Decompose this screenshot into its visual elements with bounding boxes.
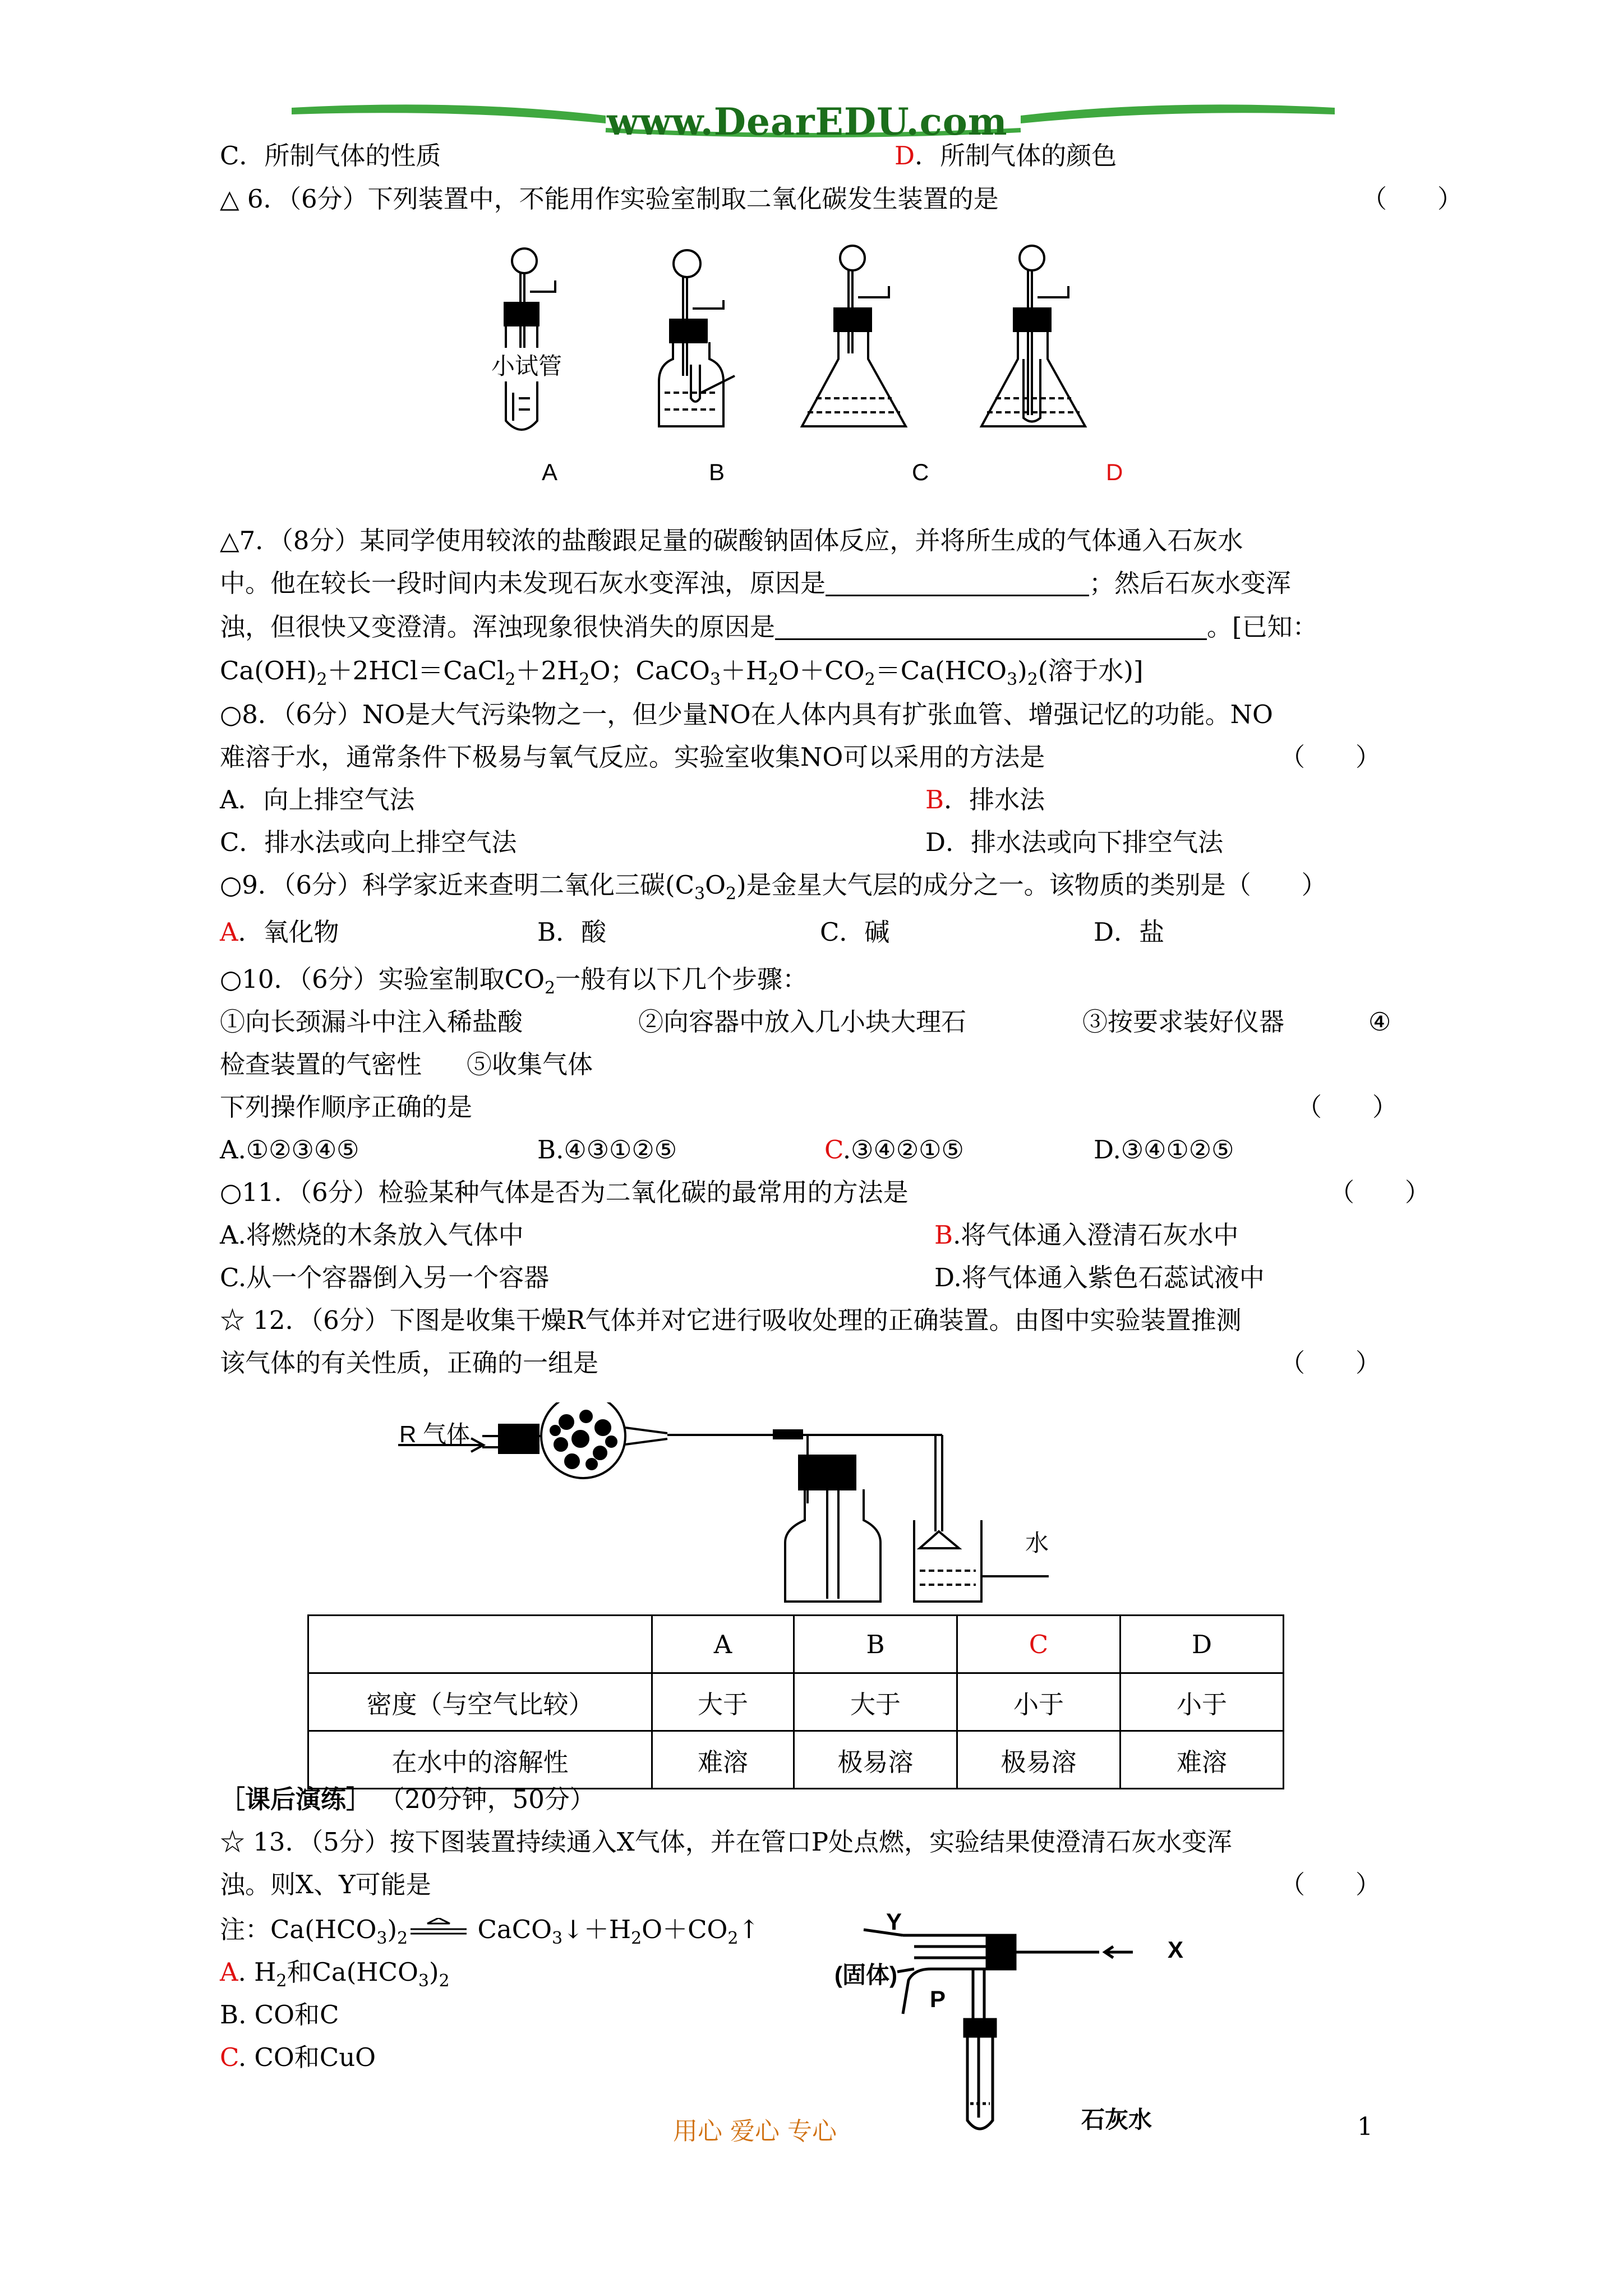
q10-step5: ⑤收集气体 bbox=[467, 1050, 593, 1079]
q6-answer-bracket: （ ） bbox=[1362, 184, 1463, 214]
q13-note: 注：$Ca(HCO_3)_2$ $CaCO_3↓+H_2O+CO_2↑$ bbox=[220, 1915, 760, 1948]
q10-stem: ○10．（6分）实验室制取$CO_2$一般有以下几个步骤： bbox=[220, 964, 808, 998]
q6-stem: △ 6．（6分）下列装置中，不能用作实验室制取二氧化碳发生装置的是 bbox=[220, 184, 999, 214]
q13-fig-y: Y bbox=[886, 1908, 902, 1935]
q7-line1: △7．（8分）某同学使用较浓的盐酸跟足量的碳酸钠固体反应，并将所生成的气体通入石灰水 bbox=[220, 526, 1243, 555]
q8-line2: 难溶于水，通常条件下极易与氧气反应。实验室收集NO可以采用的方法是 bbox=[220, 742, 1045, 772]
q7-blank-1[interactable] bbox=[826, 570, 1089, 596]
table-cell: 极易溶 bbox=[957, 1731, 1121, 1789]
q10-ask: 下列操作顺序正确的是 bbox=[220, 1092, 473, 1122]
q10-option-c: C.③④②①⑤ bbox=[824, 1135, 964, 1165]
q12-line2: 该气体的有关性质，正确的一组是 bbox=[220, 1348, 599, 1378]
section-heading: ［课后演练］ （20分钟，50分） bbox=[220, 1784, 595, 1814]
q8-option-d: D．排水法或向下排空气法 bbox=[925, 827, 1224, 857]
q10-step4: 检查装置的气密性 bbox=[220, 1050, 422, 1079]
heat-arrow-icon bbox=[408, 1915, 469, 1949]
table-cell bbox=[308, 1616, 652, 1673]
q13-fig-x: X bbox=[1168, 1936, 1184, 1963]
q12-line1: ☆ 12．（6分）下图是收集干燥R气体并对它进行吸收处理的正确装置。由图中实验装置推测 bbox=[220, 1305, 1242, 1335]
q13-answer-bracket: （ ） bbox=[1280, 1870, 1381, 1899]
q11-option-b: B.将气体通入澄清石灰水中 bbox=[934, 1220, 1239, 1250]
q8-line1: ○8．（6分）NO是大气污染物之一，但少量NO在人体内具有扩张血管、增强记忆的功能。NO bbox=[220, 700, 1273, 729]
q13-option-a: A. $H_2$和$Ca(HCO_3)_2$ bbox=[220, 1957, 450, 1991]
table-row bbox=[308, 1673, 1284, 1731]
q10-answer-bracket: （ ） bbox=[1297, 1092, 1398, 1122]
table-cell: 大于 bbox=[794, 1673, 957, 1731]
q6-label-d: D bbox=[1106, 459, 1123, 485]
q10-step2: ②向容器中放入几小块大理石 bbox=[638, 1007, 967, 1037]
q13-fig-limewater: 石灰水 bbox=[1081, 2106, 1152, 2133]
q6-label-c: C bbox=[912, 459, 929, 485]
table-row bbox=[308, 1731, 1284, 1789]
q13-line2: 浊。则X、Y可能是 bbox=[220, 1870, 431, 1899]
table-cell: C bbox=[957, 1616, 1121, 1673]
q12-water-label: 水 bbox=[1025, 1530, 1049, 1556]
q6-tube-label: 小试管 bbox=[491, 348, 562, 381]
table-cell: 难溶 bbox=[1121, 1731, 1284, 1789]
q12-apparatus-figure bbox=[393, 1402, 1077, 1610]
q13-fig-p: P bbox=[930, 1986, 946, 2012]
q5-option-d: D．所制气体的颜色 bbox=[895, 141, 1117, 171]
table-cell: 小于 bbox=[957, 1673, 1121, 1731]
q7-blank-2[interactable] bbox=[775, 614, 1207, 640]
table-cell: 大于 bbox=[652, 1673, 794, 1731]
q13-line1: ☆ 13．（5分）按下图装置持续通入X气体，并在管口P处点燃，实验结果使澄清石灰水变浑 bbox=[220, 1827, 1233, 1857]
table-cell: 极易溶 bbox=[794, 1731, 957, 1789]
footer-motto: 用心 爱心 专心 bbox=[673, 2117, 837, 2146]
q12-gas-label: R 气体 bbox=[399, 1421, 471, 1447]
q13-option-c: C. CO和CuO bbox=[220, 2042, 376, 2072]
q10-step4-mark: ④ bbox=[1368, 1007, 1391, 1037]
q8-option-a: A．向上排空气法 bbox=[220, 785, 415, 815]
q7-equations: $Ca(OH)_2+2HCl=CaCl_2+2H_2O$；$CaCO_3+H_2O+CO_2=Ca(HCO_3)_2$(溶于水)] bbox=[220, 656, 1144, 689]
q12-answer-bracket: （ ） bbox=[1280, 1348, 1381, 1378]
q7-line3: 浊，但很快又变澄清。浑浊现象很快消失的原因是 。[已知： bbox=[220, 612, 1318, 642]
q13-option-b: B. CO和C bbox=[220, 2000, 339, 2030]
table-header-row bbox=[308, 1616, 1284, 1673]
q10-option-a: A.①②③④⑤ bbox=[220, 1135, 359, 1165]
q10-option-b: B.④③①②⑤ bbox=[537, 1135, 677, 1165]
table-cell: 难溶 bbox=[652, 1731, 794, 1789]
q6-apparatus-figure bbox=[471, 230, 1144, 443]
q9-option-c: C．碱 bbox=[820, 917, 890, 947]
site-logo[interactable]: www.DearEDU.com bbox=[607, 100, 1008, 144]
table-cell: 小于 bbox=[1121, 1673, 1284, 1731]
table-cell: 密度（与空气比较） bbox=[308, 1673, 652, 1731]
table-cell: D bbox=[1121, 1616, 1284, 1673]
q10-option-d: D.③④①②⑤ bbox=[1094, 1135, 1234, 1165]
q11-answer-bracket: （ ） bbox=[1329, 1177, 1431, 1207]
q13-fig-solid: (固体) bbox=[834, 1962, 897, 1988]
table-cell: A bbox=[652, 1616, 794, 1673]
q8-answer-bracket: （ ） bbox=[1280, 742, 1381, 772]
q9-option-b: B．酸 bbox=[537, 917, 607, 947]
q9-option-a: A．氧化物 bbox=[220, 917, 339, 947]
q9-stem: ○9．（6分）科学家近来查明二氧化三碳$(C_3O_2)$是金星大气层的成分之一。该物质的类别是（ ） bbox=[220, 870, 1327, 904]
table-cell: B bbox=[794, 1616, 957, 1673]
q8-option-c: C．排水法或向上排空气法 bbox=[220, 827, 517, 857]
q6-label-a: A bbox=[542, 459, 558, 485]
q7-line2: 中。他在较长一段时间内未发现石灰水变浑浊，原因是 ；然后石灰水变浑 bbox=[220, 568, 1292, 598]
q8-option-b: B．排水法 bbox=[925, 785, 1045, 815]
q6-label-b: B bbox=[709, 459, 725, 485]
page-number: 1 bbox=[1357, 2113, 1373, 2141]
q12-answer-table bbox=[307, 1614, 1284, 1789]
q5-option-c: C．所制气体的性质 bbox=[220, 141, 441, 171]
q11-option-c: C.从一个容器倒入另一个容器 bbox=[220, 1263, 550, 1292]
q10-step3: ③按要求装好仪器 bbox=[1082, 1007, 1285, 1037]
q11-stem: ○11．（6分）检验某种气体是否为二氧化碳的最常用的方法是 bbox=[220, 1177, 909, 1207]
q10-step1: ①向长颈漏斗中注入稀盐酸 bbox=[220, 1007, 523, 1037]
q11-option-d: D.将气体通入紫色石蕊试液中 bbox=[934, 1263, 1265, 1292]
table-cell: 在水中的溶解性 bbox=[308, 1731, 652, 1789]
q11-option-a: A.将燃烧的木条放入气体中 bbox=[220, 1220, 524, 1250]
q9-option-d: D．盐 bbox=[1094, 917, 1165, 947]
